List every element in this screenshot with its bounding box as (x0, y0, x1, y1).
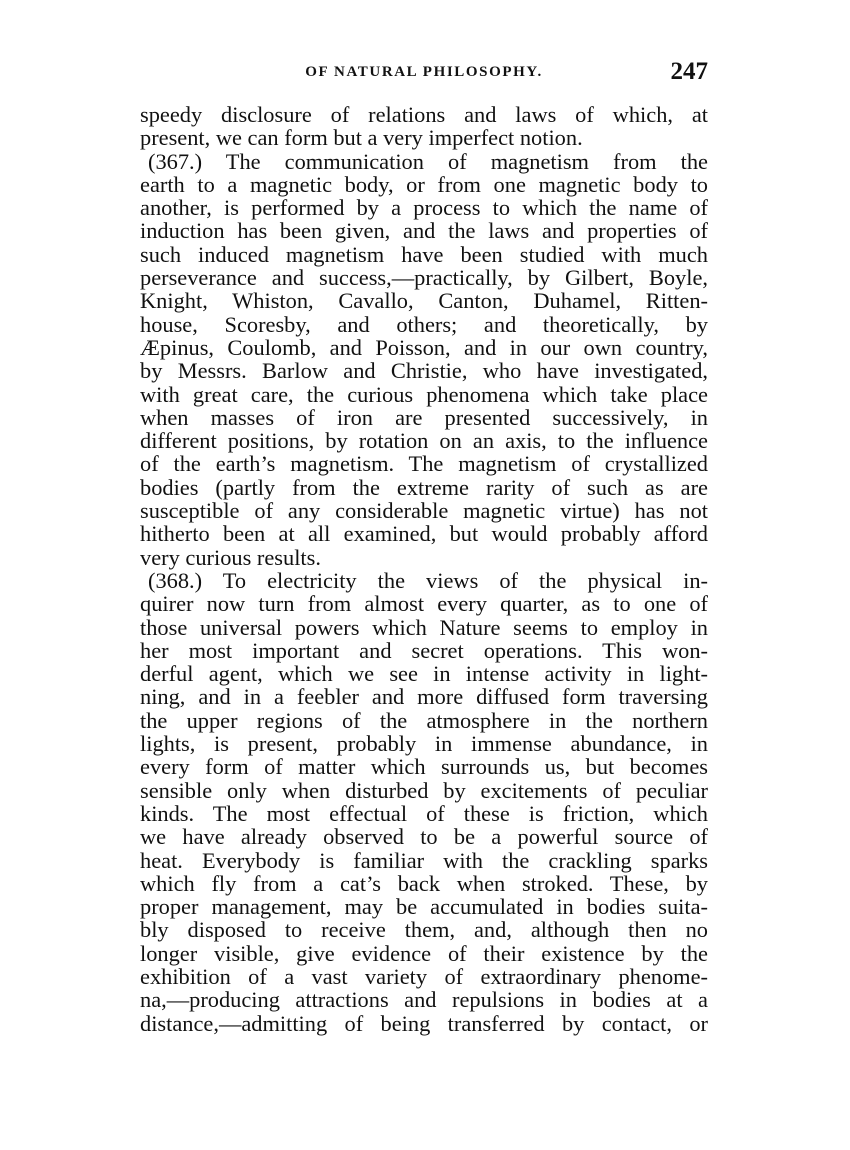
text-line: such induced magnetism have been studied with much (140, 241, 708, 267)
text-line: Knight, Whiston, Cavallo, Canton, Duhamel, Ritten- (140, 288, 708, 314)
text-line: which fly from a cat’s back when stroked. These, by (140, 870, 708, 896)
text-line: another, is performed by a process to which the name of (140, 195, 708, 221)
text-line: her most important and secret operations. This won- (140, 637, 708, 663)
text-line: distance,—admitting of being transferred by contact, or (140, 1010, 708, 1036)
text-line: house, Scoresby, and others; and theoretically, by (140, 311, 708, 337)
text-line: proper management, may be accumulated in bodies suita- (140, 894, 708, 920)
body-text (140, 103, 708, 1035)
text-line: with great care, the curious phenomena which take place (140, 381, 708, 407)
text-line: (367.) The communication of magnetism from the (148, 148, 708, 174)
text-line: sensible only when disturbed by excitements of peculiar (140, 777, 708, 803)
page-number: 247 (670, 58, 708, 85)
text-line: hitherto been at all examined, but would probably afford (140, 521, 708, 547)
text-line: exhibition of a vast variety of extraordinary phenome- (140, 963, 708, 989)
text-line: kinds. The most effectual of these is friction, which (140, 800, 708, 826)
text-line: the upper regions of the atmosphere in the northern (140, 707, 708, 733)
text-line: ning, and in a feebler and more diffused form traversing (140, 684, 708, 710)
running-head (140, 58, 708, 98)
text-line: (368.) To electricity the views of the physical in- (148, 567, 708, 593)
text-line: bodies (partly from the extreme rarity of such as are (140, 474, 708, 500)
text-line: every form of matter which surrounds us, but becomes (140, 754, 708, 780)
text-line: present, we can form but a very imperfect notion. (140, 125, 583, 151)
text-line: of the earth’s magnetism. The magnetism of crystallized (140, 451, 708, 477)
running-title: OF NATURAL PHILOSOPHY. (305, 64, 543, 80)
book-page (140, 58, 708, 1035)
text-line: very curious results. (140, 544, 321, 570)
text-line: bly disposed to receive them, and, although then no (140, 917, 708, 943)
text-line: those universal powers which Nature seems to employ in (140, 614, 708, 640)
text-line: longer visible, give evidence of their existence by the (140, 940, 708, 966)
text-line: na,—producing attractions and repulsions in bodies at a (140, 987, 708, 1013)
text-line: we have already observed to be a powerful source of (140, 824, 708, 850)
text-line: perseverance and success,—practically, by Gilbert, Boyle, (140, 265, 708, 291)
text-line: Æpinus, Coulomb, and Poisson, and in our own country, (140, 334, 708, 360)
text-line: heat. Everybody is familiar with the crackling sparks (140, 847, 708, 873)
text-line: quirer now turn from almost every quarter, as to one of (140, 591, 708, 617)
text-line: different positions, by rotation on an axis, to the influence (140, 428, 708, 454)
text-line: susceptible of any considerable magnetic virtue) has not (140, 498, 708, 524)
text-line: derful agent, which we see in intense activity in light- (140, 661, 708, 687)
text-line: induction has been given, and the laws and properties of (140, 218, 708, 244)
text-line: when masses of iron are presented successively, in (140, 404, 708, 430)
text-line: earth to a magnetic body, or from one magnetic body to (140, 171, 708, 197)
text-line: speedy disclosure of relations and laws of which, at (140, 102, 708, 127)
text-line: lights, is present, probably in immense abundance, in (140, 731, 708, 757)
text-line: by Messrs. Barlow and Christie, who have investigated, (140, 358, 708, 384)
